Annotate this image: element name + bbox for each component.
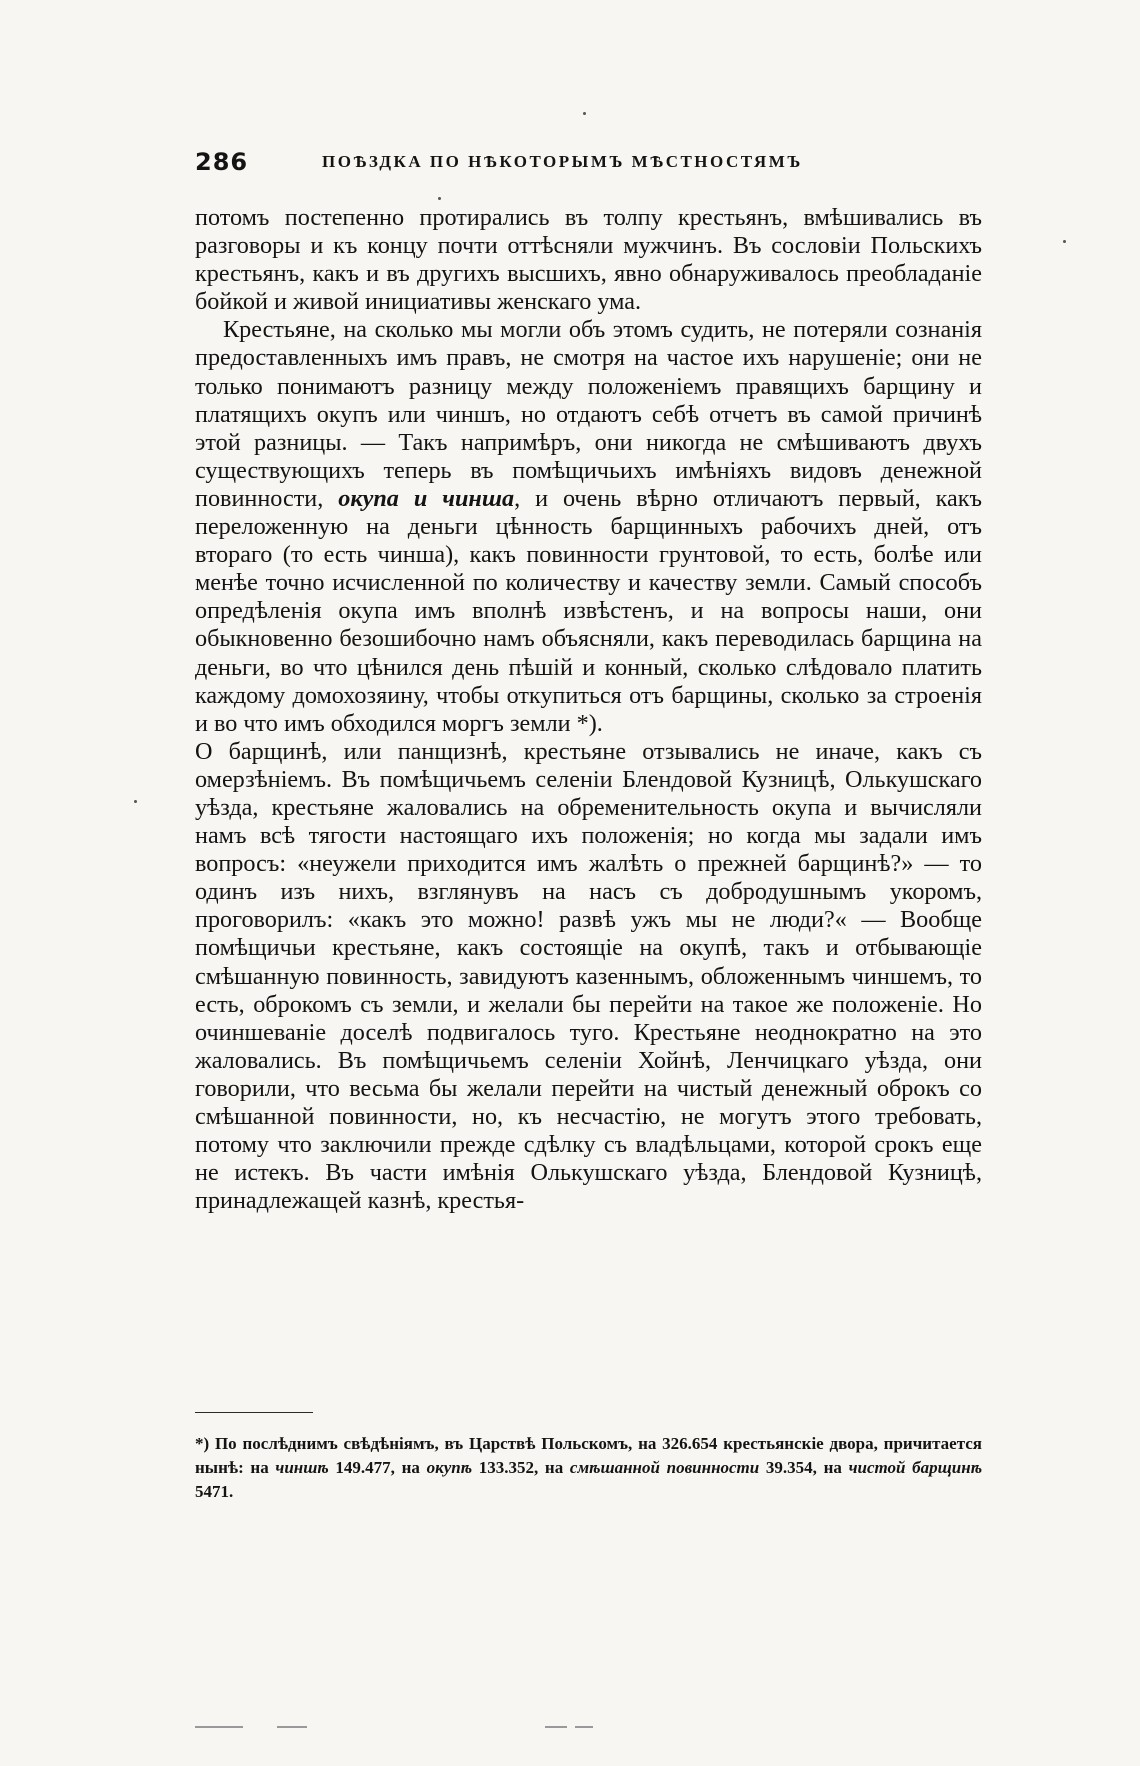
scan-mark — [195, 1726, 243, 1728]
conjunction: и — [413, 484, 428, 512]
footnote-term-okup: окупѣ — [426, 1458, 473, 1477]
paragraph-1: потомъ постепенно протирались въ толпу крестьянъ, вмѣшивались въ разговоры и къ концу почти оттѣсняли мужчинъ. Въ сословіи Польскихъ крестьянъ, какъ и въ другихъ высшихъ, явно обнаруживалось преобладаніе бойкой и живой инициативы женскаго ума. — [195, 204, 982, 316]
footnote-part-a: *) По послѣднимъ свѣдѣніямъ, въ Царствѣ Польскомъ, на 326.654 крестьянскіе двора, причитается нынѣ: на — [195, 1434, 982, 1477]
footnote-part-c: 133.352, на — [478, 1458, 564, 1477]
scan-mark — [545, 1726, 567, 1728]
page-number: 286 — [195, 148, 249, 176]
scan-mark — [277, 1726, 307, 1728]
page-header — [195, 148, 975, 178]
term-okup: окупа — [338, 484, 399, 512]
footnote-term-barshchina: чистой барщинѣ — [848, 1458, 983, 1477]
running-title: ПОѢЗДКА ПО НѢКОТОРЫМЪ МѢСТНОСТЯМЪ — [322, 152, 803, 171]
speck — [583, 112, 586, 115]
footnote-part-b: 149.477, на — [335, 1458, 420, 1477]
footnote-term-mixed: смѣшанной повинности — [569, 1458, 760, 1477]
term-chinsh: чинша — [442, 484, 515, 512]
scan-mark — [575, 1726, 593, 1728]
paragraph-3: О барщинѣ, или панщизнѣ, крестьяне отзывались не иначе, какъ съ омерзѣніемъ. Въ помѣщичьемъ селеніи Блендовой Кузницѣ, Олькушскаго уѣзда, крестьяне жаловались на обременительность окупа и вычисляли намъ всѣ тягости настоящаго ихъ положенія; но когда мы задали имъ вопросъ: «неужели приходится имъ жалѣть о прежней барщинѣ?» — то одинъ изъ нихъ, взглянувъ на насъ съ добродушнымъ укоромъ, проговорилъ: «какъ это можно! развѣ ужъ мы не люди?« — Вообще помѣщичьи крестьяне, какъ состоящіе на окупѣ, такъ и отбывающіе смѣшанную повинность, завидуютъ казеннымъ, обложеннымъ чиншемъ, то есть, оброкомъ съ земли, и желали бы перейти на такое же положеніе. Но очиншеваніе доселѣ подвигалось туго. Крестьяне неоднократно на это жаловались. Въ помѣщичьемъ селеніи Хойнѣ, Ленчицкаго уѣзда, они говорили, что весьма бы желали перейти на чистый денежный оброкъ со смѣшанной повинности, но, къ несчастію, не могутъ этого требовать, потому что заключили прежде сдѣлку съ владѣльцами, которой срокъ еще не истекъ. Въ части имѣнія Олькушскаго уѣзда, Блендовой Кузницѣ, принадлежащей казнѣ, крестья- — [195, 737, 982, 1215]
scan-bottom-marks — [195, 1726, 975, 1732]
paragraph-2-part-b: , и очень вѣрно отличаютъ первый, какъ переложенную на деньги цѣнность барщинныхъ рабочихъ дней, отъ втораго (то есть чинша), какъ повинности грунтовой, то есть, болѣе или менѣе точно исчисленной по количеству и качеству земли. Самый способъ опредѣленія окупа имъ вполнѣ извѣстенъ, и на вопросы наши, они обыкновенно безошибочно намъ объясняли, какъ переводилась барщина на деньги, во что цѣнился день пѣшій и конный, сколько слѣдовало платить каждому домохозяину, чтобы откупиться отъ барщины, сколько за строенія и во что имъ обходился моргъ земли *). — [195, 484, 983, 737]
speck — [1063, 240, 1066, 243]
speck — [134, 800, 137, 803]
footnote-part-d: 39.354, на — [765, 1458, 842, 1477]
footnote-part-e: 5471. — [195, 1482, 234, 1501]
footnote-term-chinsh: чиншѣ — [275, 1458, 329, 1477]
speck — [438, 197, 441, 200]
footnote — [195, 1432, 982, 1504]
paragraph-2-part-a: Крестьяне, на сколько мы могли объ этомъ судить, не потеряли сознанія предоставленныхъ имъ правъ, не смотря на частое ихъ нарушеніе; они не только понимаютъ разницу между положеніемъ правящихъ барщину и платящихъ окупъ или чиншъ, но отдаютъ себѣ отчетъ въ самой причинѣ этой разницы. — Такъ напримѣръ, они никогда не смѣшиваютъ двухъ существующихъ теперь въ помѣщичьихъ имѣніяхъ видовъ денежной повинности, — [195, 316, 982, 512]
paragraph-2 — [195, 316, 982, 737]
main-text — [195, 204, 982, 1215]
footnote-divider — [195, 1412, 313, 1413]
